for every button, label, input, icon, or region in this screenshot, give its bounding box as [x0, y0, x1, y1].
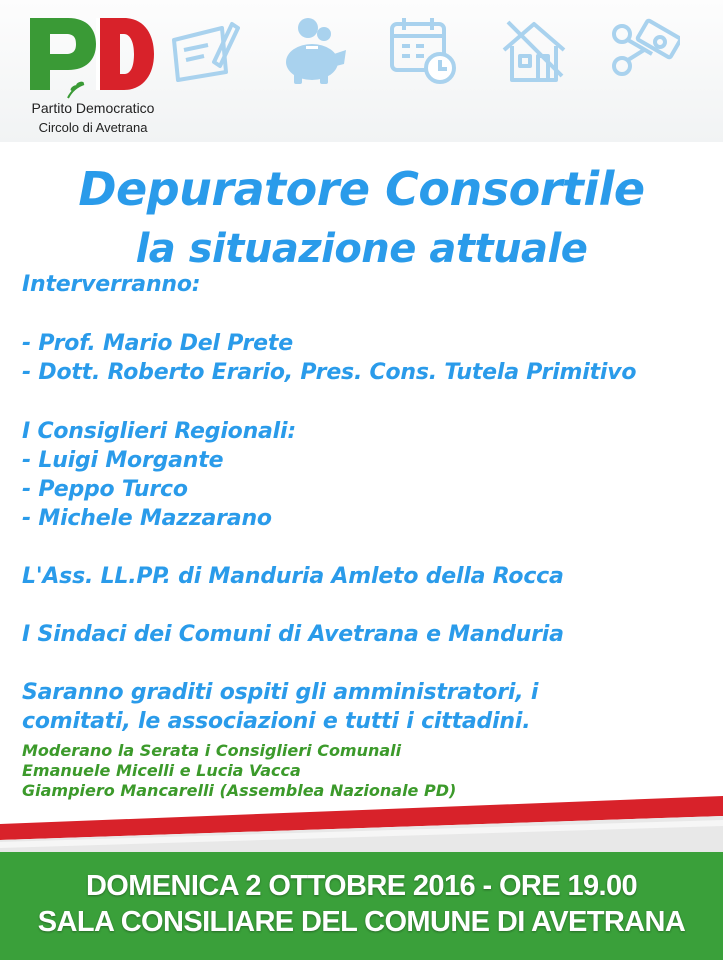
intro-label: Interverranno: — [22, 272, 201, 297]
speaker-item: - Prof. Mario Del Prete — [22, 331, 293, 356]
moderators-line: Giampiero Mancarelli (Assemblea Nazionale PD) — [22, 781, 457, 800]
main-title: Depuratore Consortile — [78, 162, 645, 216]
pd-logo-mark — [28, 14, 158, 100]
house-crossed-icon — [498, 14, 570, 86]
subtitle: la situazione attuale — [135, 226, 588, 272]
event-date: DOMENICA 2 OTTOBRE 2016 - ORE 19.00 — [85, 870, 638, 902]
mayors-line: I Sindaci dei Comuni di Avetrana e Manduria — [22, 622, 564, 647]
pd-logo — [28, 14, 158, 139]
event-venue: SALA CONSILIARE DEL COMUNE DI AVETRANA — [37, 906, 686, 938]
header-band — [0, 0, 723, 142]
councillor-item: - Luigi Morgante — [22, 448, 224, 473]
circle-name: Circolo di Avetrana — [38, 120, 148, 135]
invite-line: Saranno graditi ospiti gli amministratori, i — [22, 680, 539, 705]
councillors-heading: I Consiglieri Regionali: — [22, 419, 296, 444]
icon-row — [168, 14, 708, 86]
invite-line: comitati, le associazioni e tutti i cittadini. — [22, 709, 531, 734]
speaker-item: - Dott. Roberto Erario, Pres. Cons. Tutela Primitivo — [22, 360, 637, 385]
scissors-money-icon — [608, 14, 680, 86]
moderators-line: Moderano la Serata i Consiglieri Comunali — [22, 741, 402, 760]
moderators-line: Emanuele Micelli e Lucia Vacca — [22, 761, 301, 780]
calendar-clock-icon — [388, 14, 460, 86]
councillor-item: - Peppo Turco — [22, 477, 188, 502]
assessore-line: L'Ass. LL.PP. di Manduria Amleto della Rocca — [22, 564, 564, 589]
decorative-stripes — [0, 790, 723, 860]
document-pen-icon — [168, 14, 240, 86]
piggy-bank-icon — [278, 14, 350, 86]
party-name: Partito Democratico — [31, 100, 155, 116]
councillor-item: - Michele Mazzarano — [22, 506, 272, 531]
